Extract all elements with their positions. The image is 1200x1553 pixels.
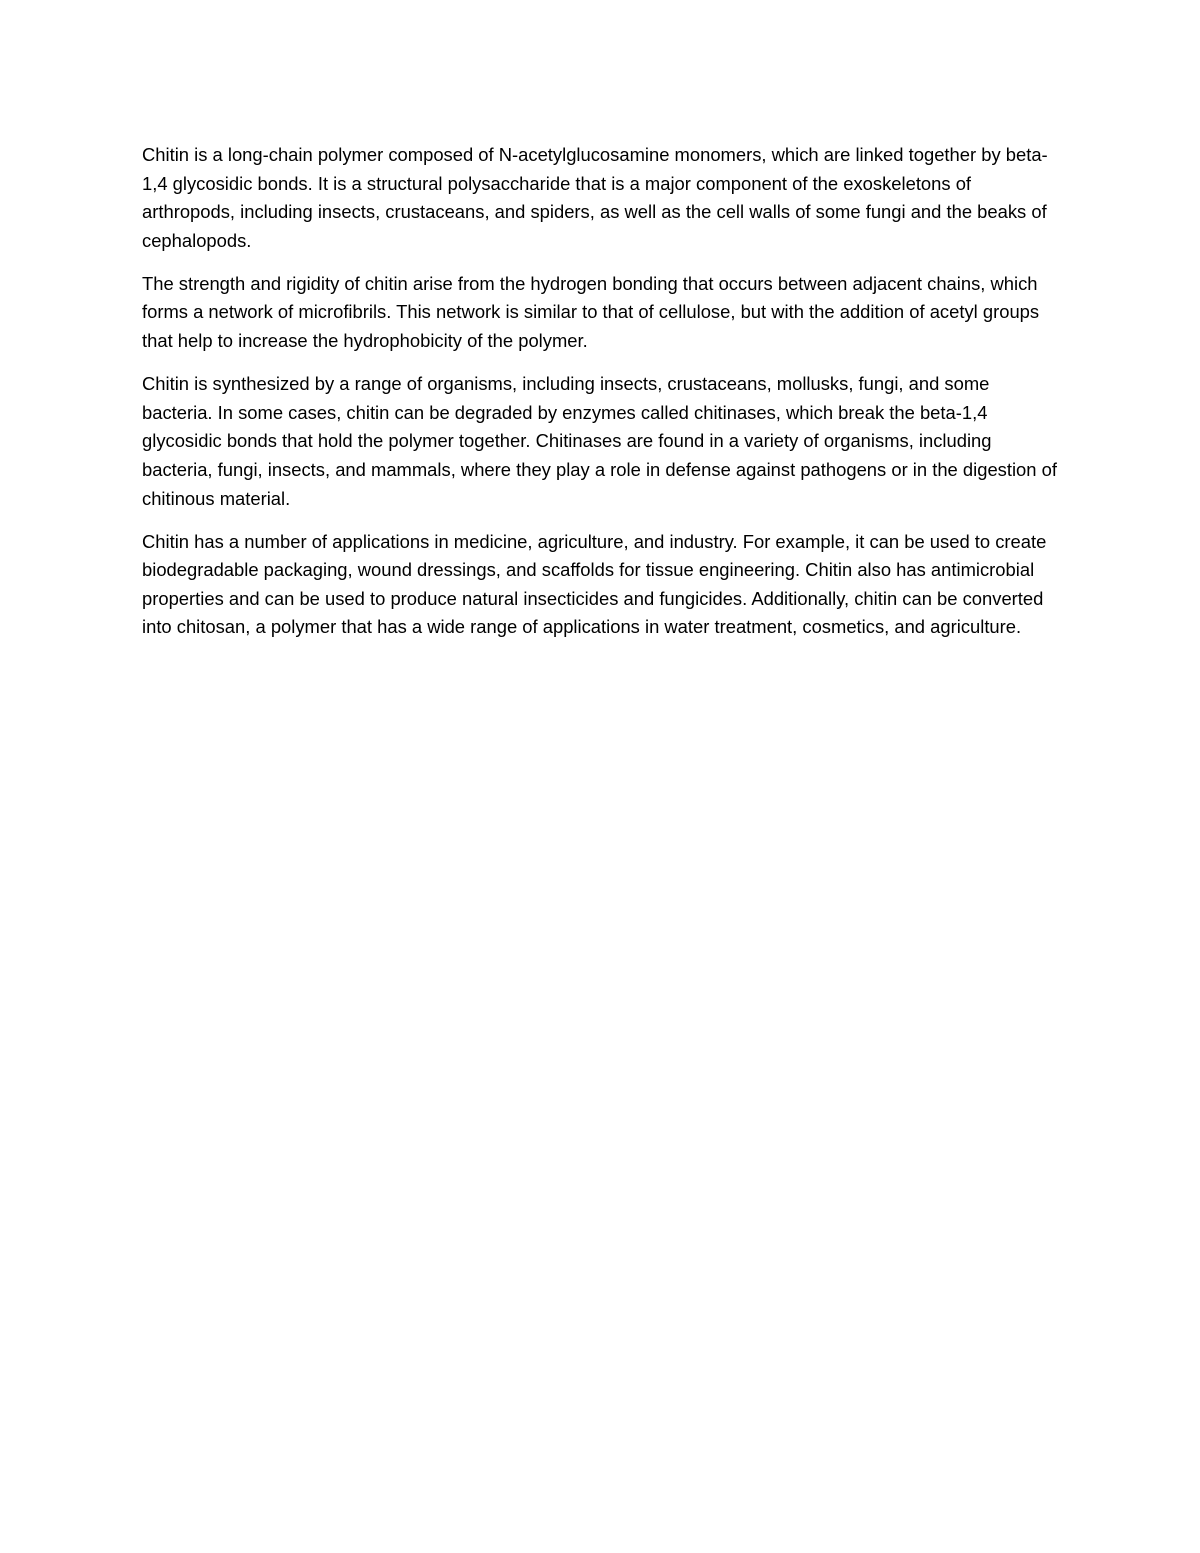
paragraph-chitin-applications: Chitin has a number of applications in medicine, agriculture, and industry. For example, it can be used to create biodegradable packaging, wound dressings, and scaffolds for tissue engineering. Chitin also has antimicrobial properties and can be used to produce natural insecticides and fungicides. Additionally, chitin can be converted into chitosan, a polymer that has a wide range of applications in water treatment, cosmetics, and agriculture.: [142, 530, 1047, 638]
paragraph-chitin-synthesis: Chitin is synthesized by a range of organisms, including insects, crustaceans, mollusks, fungi, and some bacteria. In some cases, chitin can be degraded by enzymes called chitinases, which break the beta-1,4 glycosidic bonds that hold the polymer together. Chitinases are found in a variety of organisms, including bacteria, fungi, insects, and mammals, where they play a role in defense against pathogens or in the digestion of chitinous material.: [142, 373, 1057, 509]
paragraph-chitin-definition: Chitin is a long-chain polymer composed of N-acetylglucosamine monomers, which are linked together by beta-1,4 glycosidic bonds. It is a structural polysaccharide that is a major component of the exoskeletons of arthropods, including insects, crustaceans, and spiders, as well as the cell walls of some fungi and the beaks of cephalopods.: [142, 144, 1048, 251]
paragraph-chitin-strength: The strength and rigidity of chitin arise from the hydrogen bonding that occurs between adjacent chains, which forms a network of microfibrils. This network is similar to that of cellulose, but with the addition of acetyl groups that help to increase the hydrophobicity of the polymer.: [142, 272, 1040, 352]
document-body: [142, 141, 1062, 657]
